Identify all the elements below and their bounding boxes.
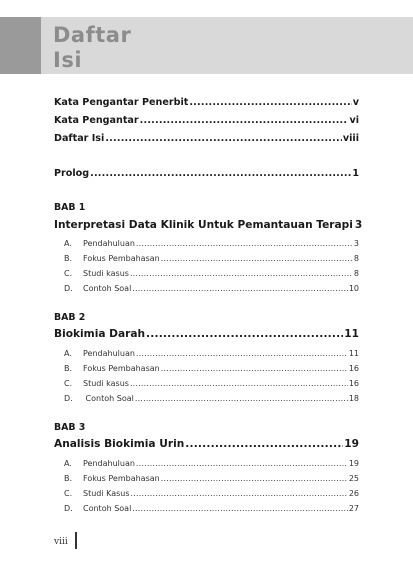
toc-entry-label: Kata Pengantar — [54, 115, 139, 126]
toc-subentry[interactable] — [54, 349, 359, 358]
toc-entry-chapter-3[interactable] — [54, 438, 359, 450]
subentry-letter: C. — [64, 489, 73, 498]
toc-subentry[interactable] — [54, 474, 359, 483]
toc-subentry[interactable] — [54, 489, 359, 498]
toc-entry-page: viii — [342, 133, 359, 144]
toc-entry-page: 11 — [344, 328, 359, 340]
subentry-letter: D. — [64, 394, 73, 403]
subentry-page: 11 — [348, 349, 359, 358]
toc-entry-daftar-isi[interactable] — [54, 133, 359, 144]
dot-leader — [161, 364, 348, 373]
subentry-letter: B. — [64, 254, 73, 263]
toc-entry-label: Prolog — [54, 168, 90, 179]
page-title-line-2: Isi — [53, 48, 83, 72]
page-title-line-1: Daftar — [53, 23, 132, 47]
dot-leader — [90, 168, 351, 179]
subentry-label: Studi kasus — [83, 269, 129, 278]
dot-leader — [135, 394, 348, 403]
subentry-letter: C. — [64, 379, 73, 388]
subentry-label: Contoh Soal — [83, 284, 132, 293]
subentry-label: Pendahuluan — [83, 349, 135, 358]
toc-entry-label: Biokimia Darah — [54, 328, 146, 340]
toc-subentry[interactable] — [54, 504, 359, 513]
footer-divider — [75, 532, 77, 549]
toc-subentry[interactable] — [54, 459, 359, 468]
chapter-2-label: BAB 2 — [54, 312, 86, 323]
toc-subentry[interactable] — [54, 254, 359, 263]
dot-leader — [132, 504, 348, 513]
subentry-page: 25 — [348, 474, 359, 483]
chapter-3-label: BAB 3 — [54, 422, 86, 433]
toc-entry-prolog[interactable] — [54, 168, 359, 179]
subentry-letter: C. — [64, 269, 73, 278]
subentry-page: 16 — [348, 364, 359, 373]
subentry-page: 19 — [348, 459, 359, 468]
toc-subentry[interactable] — [54, 379, 359, 388]
subentry-label: Fokus Pembahasan — [83, 474, 160, 483]
subentry-label: Contoh Soal — [83, 394, 134, 403]
toc-entry-label: Kata Pengantar Penerbit — [54, 97, 189, 108]
subentry-page: 27 — [348, 504, 359, 513]
toc-subentry[interactable] — [54, 394, 359, 403]
subentry-label: Fokus Pembahasan — [83, 254, 160, 263]
subentry-page: 3 — [353, 239, 359, 248]
subentry-label: Contoh Soal — [83, 504, 132, 513]
toc-entry-label: Analisis Biokimia Urin — [54, 438, 185, 450]
subentry-letter: A. — [64, 239, 72, 248]
subentry-page: 16 — [348, 379, 359, 388]
subentry-page: 10 — [348, 284, 359, 293]
dot-leader — [105, 133, 342, 144]
chapter-heading-band — [0, 17, 413, 74]
toc-entry-label: Daftar Isi — [54, 133, 105, 144]
subentry-letter: A. — [64, 349, 72, 358]
subentry-label: Studi kasus — [83, 379, 129, 388]
dot-leader — [132, 284, 348, 293]
dot-leader — [161, 474, 348, 483]
toc-entry-label: Interpretasi Data Klinik Untuk Pemantauan Terapi — [54, 219, 353, 231]
toc-entry-page: v — [352, 97, 359, 108]
subentry-letter: D. — [64, 284, 73, 293]
dot-leader — [136, 459, 348, 468]
toc-subentry[interactable] — [54, 284, 359, 293]
toc-entry-page: vi — [349, 115, 359, 126]
toc-entry-chapter-2[interactable] — [54, 328, 359, 340]
subentry-letter: B. — [64, 364, 73, 373]
dot-leader — [161, 254, 353, 263]
toc-entry-page: 19 — [344, 438, 359, 450]
subentry-label: Pendahuluan — [83, 459, 135, 468]
subentry-letter: B. — [64, 474, 73, 483]
dot-leader — [130, 269, 353, 278]
dot-leader — [136, 239, 353, 248]
dot-leader — [140, 115, 349, 126]
toc-subentry[interactable] — [54, 239, 359, 248]
page-number: viii — [54, 537, 68, 547]
subentry-page: 26 — [348, 489, 359, 498]
toc-entry-kata-pengantar-penerbit[interactable] — [54, 97, 359, 108]
subentry-label: Fokus Pembahasan — [83, 364, 160, 373]
toc-entry-kata-pengantar[interactable] — [54, 115, 359, 126]
heading-tab-decoration — [0, 17, 41, 74]
dot-leader — [185, 438, 343, 450]
subentry-label: Studi Kasus — [83, 489, 130, 498]
dot-leader — [146, 328, 343, 340]
dot-leader — [131, 489, 348, 498]
subentry-letter: A. — [64, 459, 72, 468]
toc-entry-page: 3 — [354, 219, 363, 231]
subentry-label: Pendahuluan — [83, 239, 135, 248]
subentry-page: 8 — [353, 254, 359, 263]
dot-leader — [189, 97, 351, 108]
toc-subentry[interactable] — [54, 364, 359, 373]
chapter-1-label: BAB 1 — [54, 202, 86, 213]
subentry-page: 8 — [353, 269, 359, 278]
subentry-page: 18 — [348, 394, 359, 403]
toc-subentry[interactable] — [54, 269, 359, 278]
dot-leader — [130, 379, 348, 388]
toc-entry-chapter-1[interactable] — [54, 219, 363, 231]
dot-leader — [136, 349, 348, 358]
subentry-letter: D. — [64, 504, 73, 513]
toc-entry-page: 1 — [352, 168, 359, 179]
